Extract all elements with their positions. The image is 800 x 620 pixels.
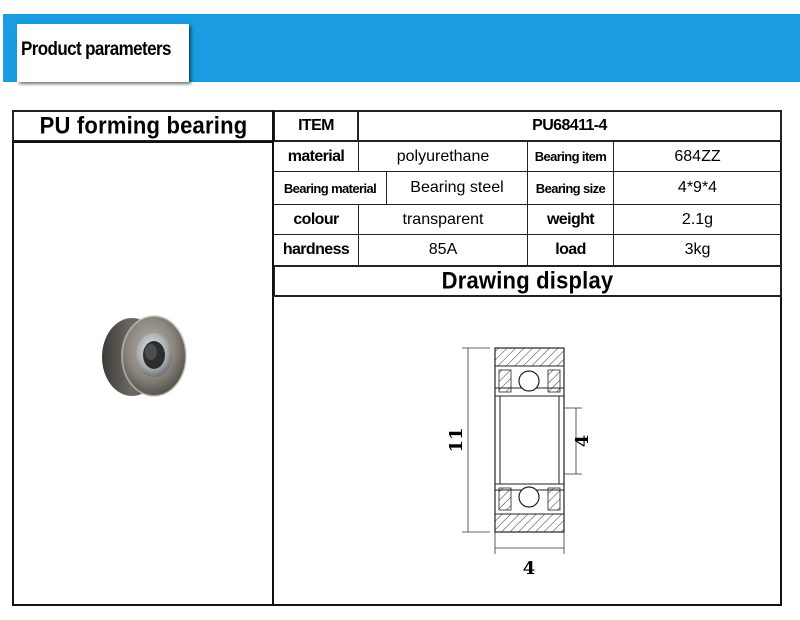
product-name: PU forming bearing bbox=[39, 111, 248, 139]
row1-value-cell bbox=[358, 141, 528, 172]
dim-width-label: 4 bbox=[522, 558, 536, 579]
row3-value2: 2.1g bbox=[681, 210, 714, 228]
row3-value: transparent bbox=[402, 210, 484, 228]
row4-label: hardness bbox=[282, 241, 350, 258]
header-banner bbox=[3, 14, 800, 82]
bearing-photo-icon bbox=[98, 312, 198, 402]
row4-value-cell bbox=[358, 234, 528, 266]
row3-label-cell bbox=[273, 204, 359, 235]
row1-value: polyurethane bbox=[396, 147, 490, 165]
row3-value2-cell bbox=[613, 204, 782, 235]
item-label: ITEM bbox=[298, 117, 334, 134]
drawing-header-cell bbox=[273, 265, 782, 297]
product-name-cell bbox=[12, 110, 275, 142]
row4-label2-cell bbox=[527, 234, 614, 266]
row3-value-cell bbox=[358, 204, 528, 235]
row1-label-cell bbox=[273, 141, 359, 172]
column-divider bbox=[272, 110, 274, 606]
row4-label-cell bbox=[273, 234, 359, 266]
row3-label2: weight bbox=[546, 210, 595, 228]
row1-value2: 684ZZ bbox=[674, 147, 721, 165]
item-value: PU68411-4 bbox=[532, 117, 607, 134]
banner-tab bbox=[17, 24, 189, 82]
row3-label: colour bbox=[293, 210, 339, 228]
row4-value: 85A bbox=[428, 241, 458, 258]
row4-label2: load bbox=[555, 241, 586, 258]
row1-label2-cell bbox=[527, 141, 614, 172]
dim-bore-label: 4 bbox=[572, 434, 593, 448]
row2-value2-cell bbox=[613, 171, 782, 205]
row2-label2-cell bbox=[527, 171, 614, 205]
row2-label2: Bearing size bbox=[535, 180, 606, 196]
row2-value: Bearing steel bbox=[410, 179, 504, 196]
row1-value2-cell bbox=[613, 141, 782, 172]
row1-label: material bbox=[287, 147, 345, 165]
row2-value2: 4*9*4 bbox=[677, 179, 718, 196]
item-label-cell bbox=[273, 110, 359, 142]
dim-height-label: 11 bbox=[446, 427, 467, 453]
row2-value-cell bbox=[386, 171, 528, 205]
bearing-cross-section-drawing-icon bbox=[440, 330, 640, 580]
product-header-divider bbox=[12, 141, 274, 143]
row4-value2-cell bbox=[613, 234, 782, 266]
row3-label2-cell bbox=[527, 204, 614, 235]
row2-label-cell bbox=[273, 171, 387, 205]
row4-value2: 3kg bbox=[684, 241, 711, 258]
item-value-cell bbox=[357, 110, 782, 142]
row1-label2: Bearing item bbox=[534, 149, 607, 164]
banner-title: Product parameters bbox=[21, 38, 171, 60]
row2-label: Bearing material bbox=[283, 180, 377, 196]
drawing-header: Drawing display bbox=[441, 266, 614, 294]
